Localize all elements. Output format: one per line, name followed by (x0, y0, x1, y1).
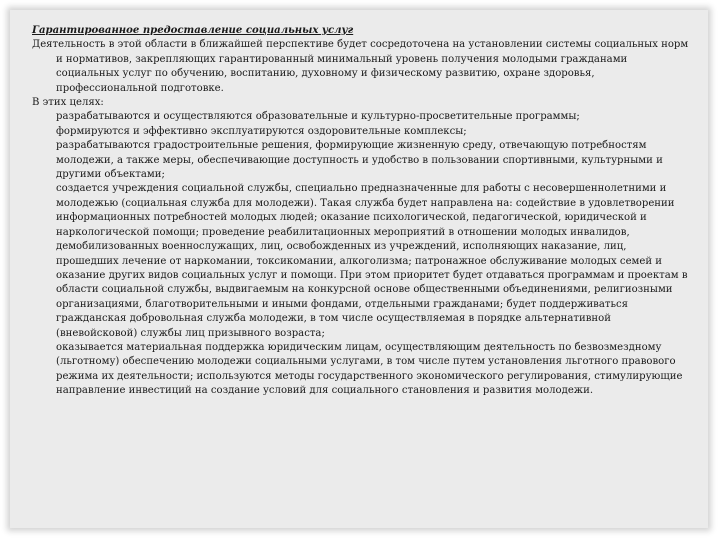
list-item: разрабатываются и осуществляются образовательные и культурно-просветительные программы; (56, 111, 580, 123)
list-item: создается учреждения социальной службы, специально предназначенные для работы с несовершеннолетними и молодежью (социальная служба для молодежи). Такая служба будет направлена на: содействие в удовлетворении информационных потребностей молодых людей; оказание психологической, педагогической, юридической и наркологической помощи; проведение реабилитационных мероприятий в отношении молодых инвалидов, демобилизованных военнослужащих, лиц, освобожденных из учреждений, исполняющих наказание, лиц, прошедших лечение от наркомании, токсикомании, алкоголизма; патронажное обслуживание молодых семей и оказание других видов социальных услуг и помощи. При этом приоритет будет отдаваться программам и проектам в области социальной службы, выдвигаемым на конкурсной основе общественными объединениями, религиозными организациями, благотворительными и иными фондами, отдельными гражданами; будет поддерживаться гражданская добровольная служба молодежи, в том числе осуществляемая в порядке альтернативной (вневойсковой) службы лиц призывного возраста; (56, 183, 688, 339)
document-body (32, 24, 692, 399)
list-item: разрабатываются градостроительные решения, формирующие жизненную среду, отвечающую потребностям молодежи, а также меры, обеспечивающие доступность и удобство в пользовании спортивными, культурными и другими объектами; (56, 140, 663, 181)
lead-text: В этих целях: (32, 97, 104, 109)
list-item: оказывается материальная поддержка юридическим лицам, осуществляющим деятельность по безвозмездному (льготному) обеспечению молодежи социальными услугами, в том числе путем установления льготного правового режима их деятельности; используются методы государственного экономического регулирования, стимулирующие направление инвестиций на создание условий для социального становления и развития молодежи. (56, 341, 683, 397)
list-item: формируются и эффективно эксплуатируются оздоровительные комплексы; (56, 125, 467, 137)
slide-frame (10, 10, 708, 528)
measures-list (32, 110, 692, 398)
intro-paragraph: Деятельность в этой области в ближайшей перспективе будет сосредоточена на установлении системы социальных норм и нормативов, закрепляющих гарантированный минимальный уровень получения молодыми гражданами социальных услуг по обучению, воспитанию, духовному и физическому развитию, охране здоровья, профессиональной подготовке. (32, 39, 689, 94)
document-heading: Гарантированное предоставление социальных услуг (32, 25, 354, 36)
